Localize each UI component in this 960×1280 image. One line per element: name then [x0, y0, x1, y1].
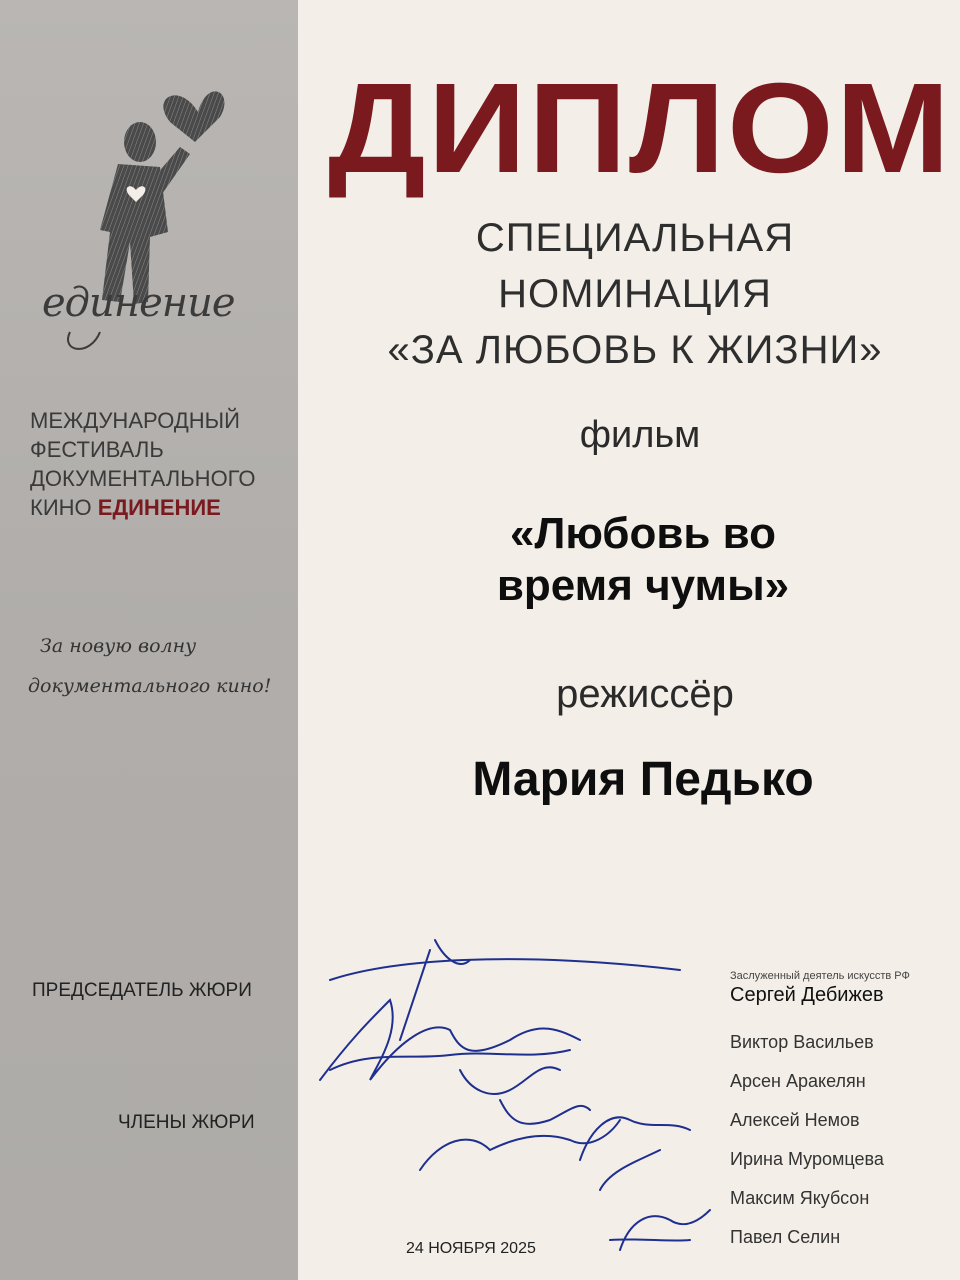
film-label: фильм: [579, 414, 701, 456]
film-title-line: время чумы»: [496, 561, 790, 610]
nomination-line: СПЕЦИАЛЬНАЯ НОМИНАЦИЯ: [475, 216, 795, 316]
sidebar: [0, 0, 298, 1280]
jury-member: Алексей Немов: [730, 1110, 860, 1130]
director-label: режиссёр: [556, 672, 734, 716]
festival-brand: ЕДИНЕНИЕ: [97, 495, 221, 520]
slogan: [28, 626, 271, 706]
festival-line: ДОКУМЕНТАЛЬНОГО: [30, 466, 256, 491]
nomination-line: «ЗА ЛЮБОВЬ К ЖИЗНИ»: [387, 328, 883, 372]
jury-member: Ирина Муромцева: [730, 1149, 884, 1169]
slogan-line: документального кино!: [28, 675, 272, 697]
jury-members-list: [730, 1030, 884, 1264]
slogan-line: За новую волну: [40, 635, 197, 657]
festival-line: ФЕСТИВАЛЬ: [30, 437, 164, 462]
jury-member: Максим Якубсон: [730, 1188, 870, 1208]
jury-member: Арсен Аракелян: [730, 1071, 866, 1091]
jury-member: Виктор Васильев: [730, 1032, 874, 1052]
diploma-title: ДИПЛОМ: [327, 57, 953, 200]
jury-members-label: ЧЛЕНЫ ЖЮРИ: [118, 1112, 255, 1133]
film-title: [420, 508, 866, 612]
signature-scribbles: [310, 920, 730, 1260]
film-title-line: «Любовь во: [509, 509, 777, 558]
festival-last-prefix: КИНО: [30, 495, 92, 520]
jury-member: Павел Селин: [730, 1227, 841, 1247]
jury-chair-label: ПРЕДСЕДАТЕЛЬ ЖЮРИ: [32, 980, 252, 1001]
festival-line: [30, 493, 255, 522]
jury-chair-name: Сергей Дебижев: [730, 984, 884, 1006]
nomination: [360, 210, 910, 378]
festival-name: [30, 406, 255, 522]
jury-chair-title: Заслуженный деятель искусств РФ: [730, 970, 910, 982]
logo-wordmark: единение: [42, 280, 235, 326]
award-date: 24 НОЯБРЯ 2025: [406, 1240, 536, 1257]
festival-line: МЕЖДУНАРОДНЫЙ: [30, 408, 240, 433]
director-name: Мария Педько: [472, 753, 814, 806]
